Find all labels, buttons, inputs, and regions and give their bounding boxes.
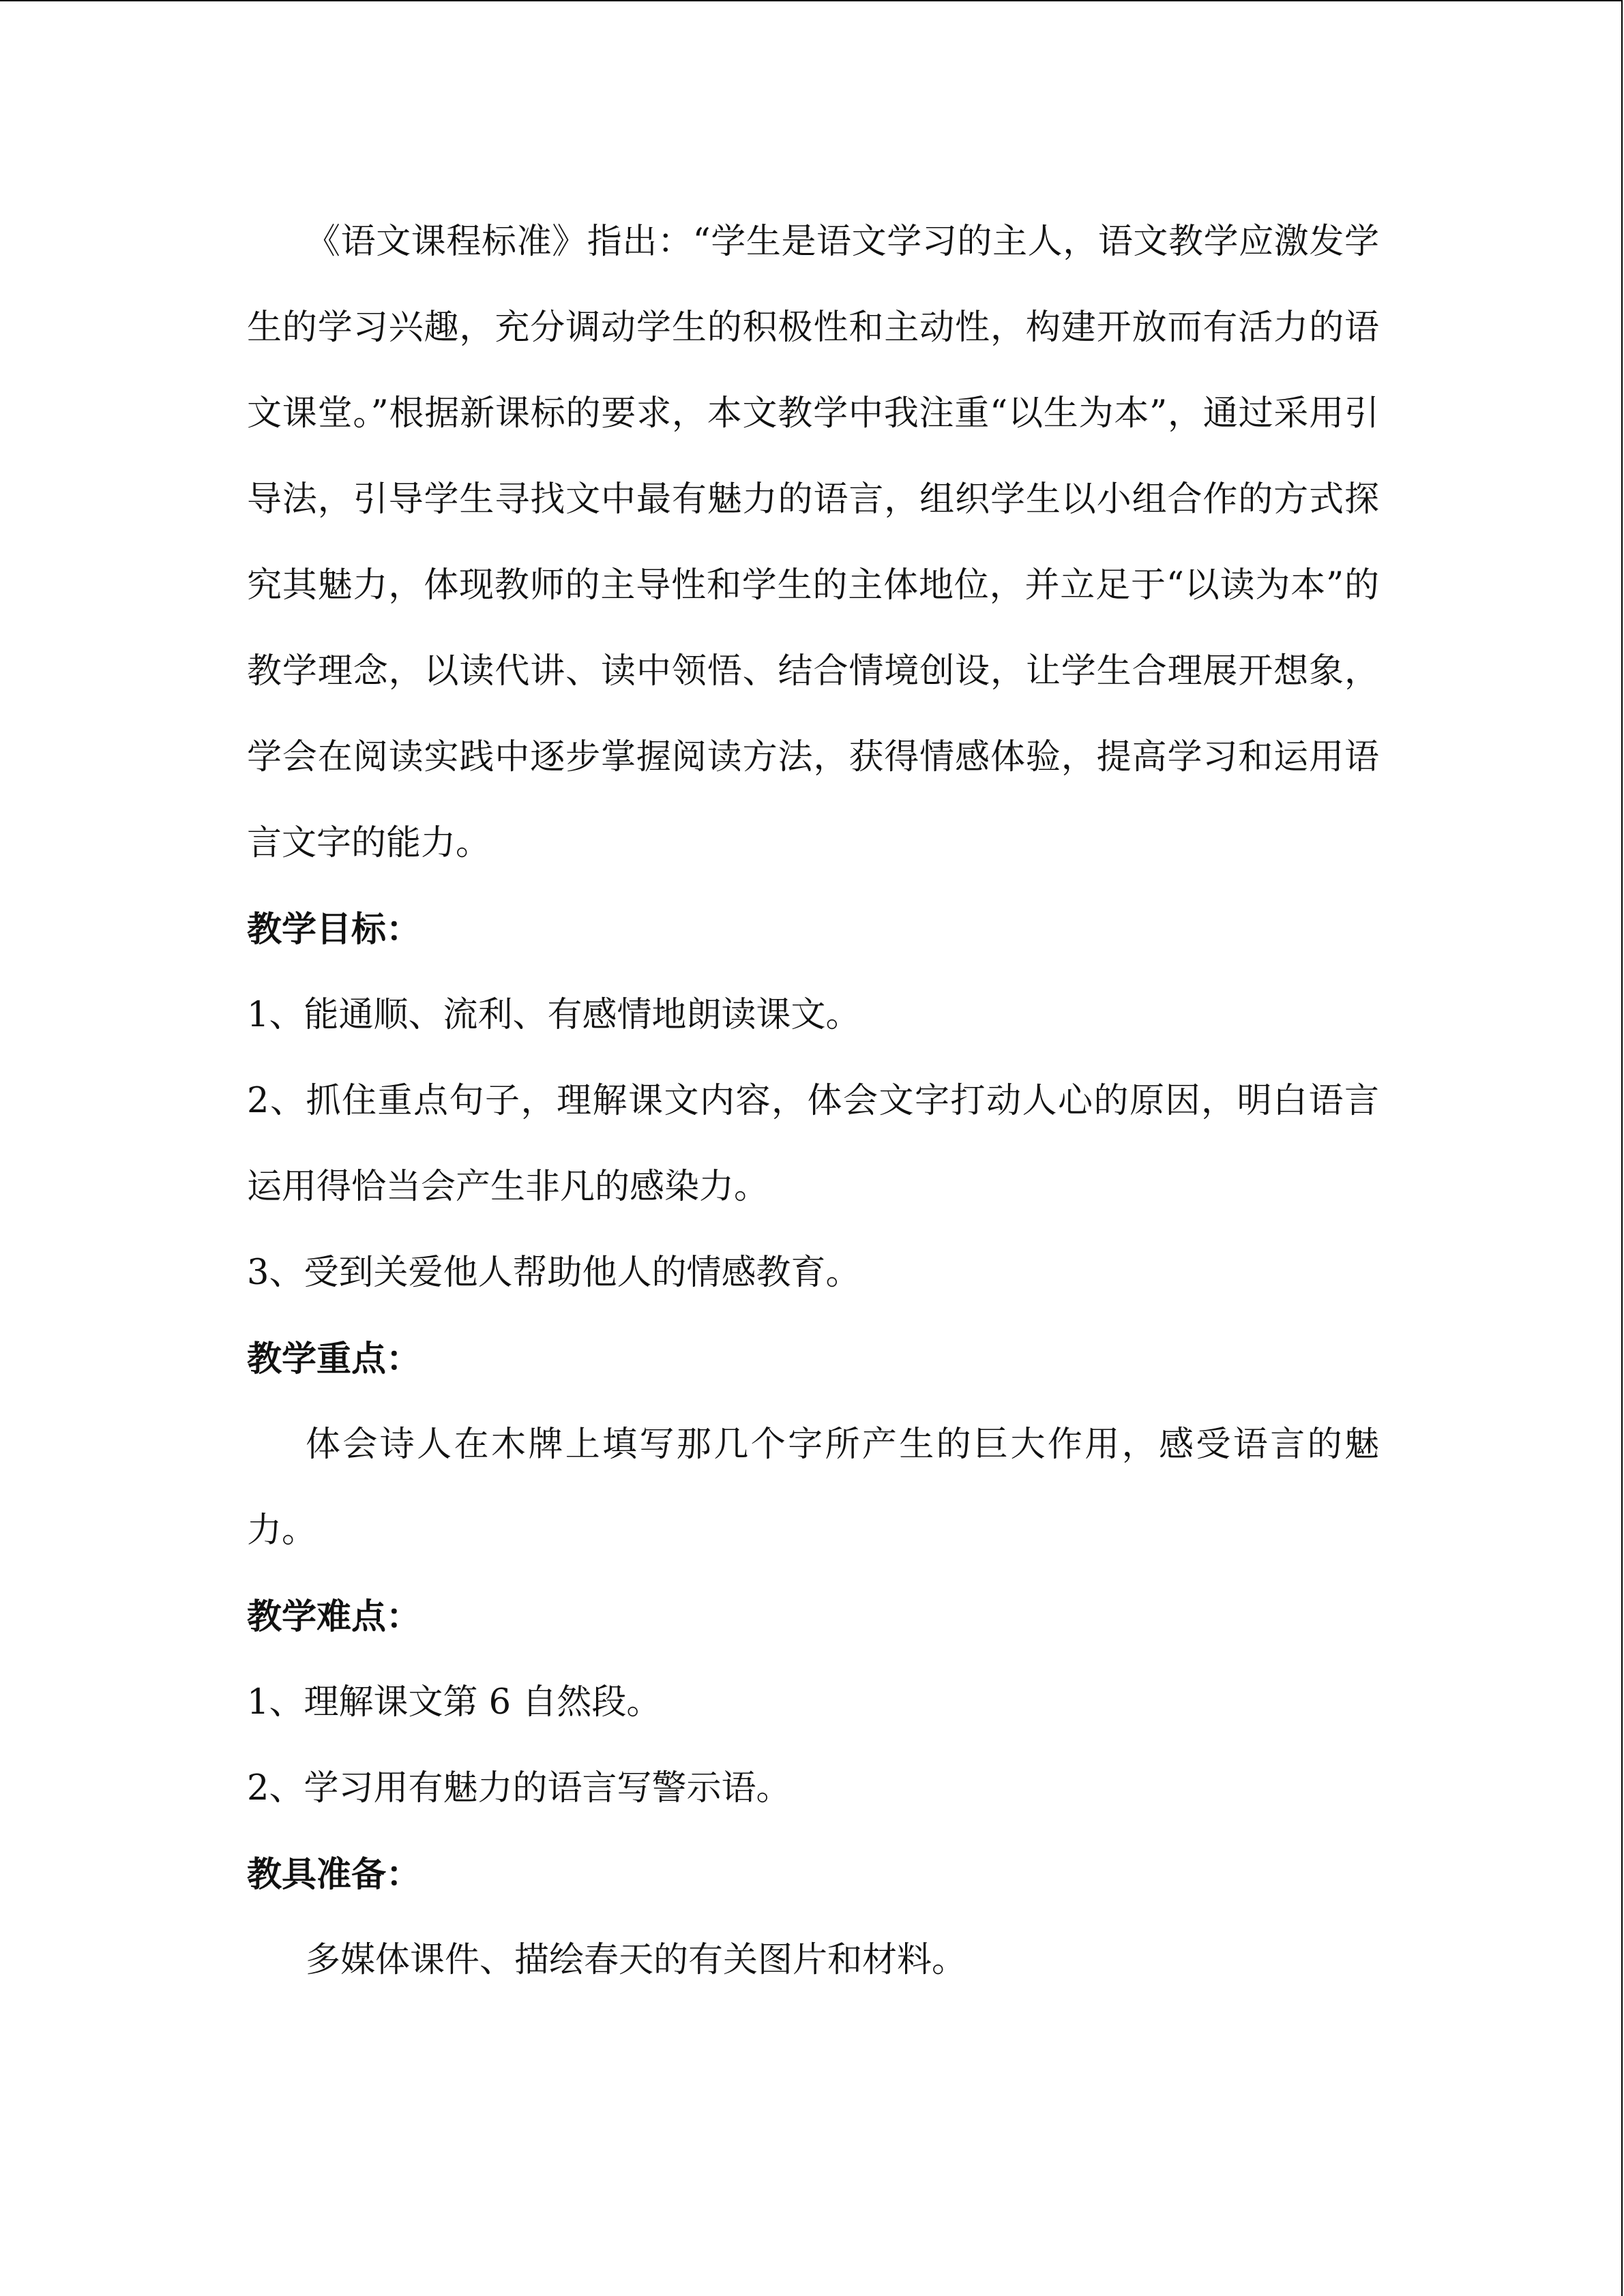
objective-item: 1、能通顺、流利、有感情地朗读课文。	[247, 995, 861, 1035]
materials-heading: 教具准备：	[247, 1854, 422, 1895]
key-points-text: 体会诗人在木牌上填写那几个字所产生的巨大作用，感受语言的魅力。	[247, 1425, 1379, 1551]
objective-item: 2、抓住重点句子，理解课文内容，体会文字打动人心的原因，明白语言运用得恰当会产生非凡的感染力。	[247, 1081, 1379, 1207]
materials-text: 多媒体课件、描绘春天的有关图片和材料。	[306, 1940, 967, 1980]
difficulty-item: 1、理解课文第 6 自然段。	[247, 1682, 662, 1723]
objective-item: 3、受到关爱他人帮助他人的情感教育。	[247, 1253, 861, 1293]
objectives-heading: 教学目标：	[247, 909, 422, 950]
document-body	[247, 199, 1379, 2003]
difficulties-heading: 教学难点：	[247, 1596, 422, 1637]
intro-paragraph: 《语文课程标准》指出：“学生是语文学习的主人，语文教学应激发学生的学习兴趣，充分调动学生的积极性和主动性，构建开放而有活力的语文课堂。”根据新课标的要求，本文教学中我注重“以生为本”，通过采用引导法，引导学生寻找文中最有魅力的语言，组织学生以小组合作的方式探究其魅力，体现教师的主导性和学生的主体地位，并立足于“以读为本”的教学理念，以读代讲、读中领悟、结合情境创设，让学生合理展开想象，学会在阅读实践中逐步掌握阅读方法，获得情感体验，提高学习和运用语言文字的能力。	[247, 222, 1379, 863]
key-points-heading: 教学重点：	[247, 1339, 422, 1380]
difficulty-item: 2、学习用有魅力的语言写警示语。	[247, 1768, 791, 1808]
